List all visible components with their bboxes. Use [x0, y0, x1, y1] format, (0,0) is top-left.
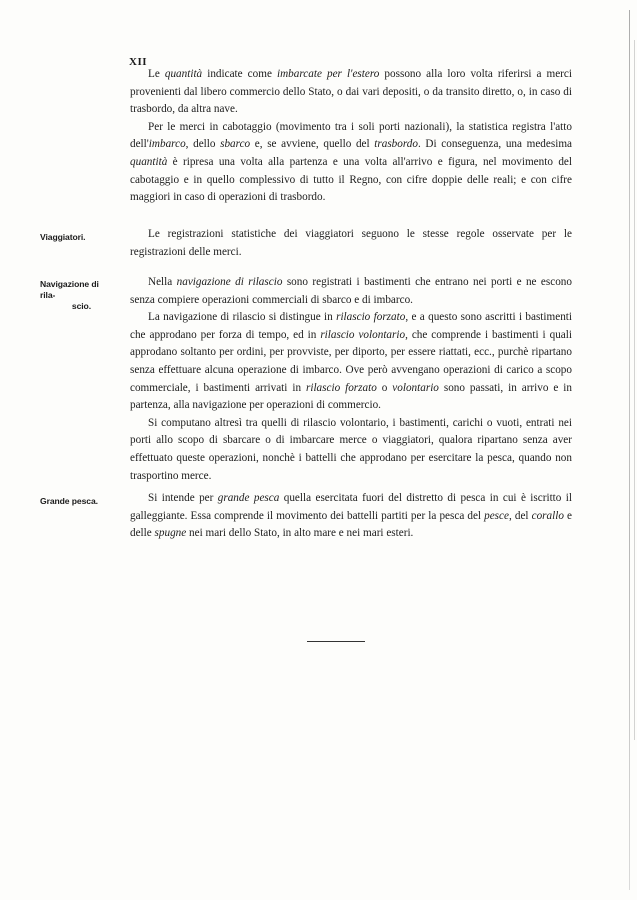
italic-term: pesce [484, 509, 509, 522]
scan-edge-shadow-2 [634, 40, 635, 740]
paragraph: Le quantità indicate come imbarcate per l'estero possono alla loro volta riferirsi a merci provenienti dal libero commercio dello Stato, o dai vari depositi, o da transito diretto, o, in caso di trasbordo, da altra nave. [130, 68, 572, 116]
italic-term: quantità [164, 68, 203, 80]
margin-note-navigazione [40, 279, 115, 312]
italic-term: grande pesca [217, 492, 280, 504]
paragraph: Per le merci in cabotaggio (movimento tra i soli porti nazionali), la statistica registra l'atto dell'imbarco, dello sbarco e, se avviene, quello del trasbordo. Di conseguenza, una medesima quantità è ripresa una volta alla partenza e una volta all'arrivo e figura, nel movimento del cabotaggio e in quello complessivo di tutto il Regno, con cifre doppie delle reali; e con cifre maggiori in caso di operazioni di trasbordo. [130, 120, 572, 204]
margin-note-line: Viaggiatori. [40, 232, 86, 242]
margin-note-line: Navigazione di rila- [40, 279, 99, 300]
italic-term: sbarco [220, 138, 251, 151]
paragraph: Nella navigazione di rilascio sono registrati i bastimenti che entrano nei porti e ne escono senza compiere operazioni commerciali di sbarco e di imbarco. [130, 276, 572, 306]
margin-note-viaggiatori [40, 232, 115, 243]
paragraph: Si computano altresì tra quelli di rilascio volontario, i bastimenti, carichi o vuoti, entrati nei porti allo scopo di sbarcare o di imbarcare merce o viaggiatori, qualora ripartano senza aver effettuato queste operazioni, nonchè i battelli che approdano per esercitare la pesca, quando non trasportino merce. [130, 416, 572, 482]
closing-rule [307, 641, 365, 642]
paragraph: Le registrazioni statistiche dei viaggiatori seguono le stesse regole osservate per le registrazioni delle merci. [130, 228, 572, 258]
paragraph: La navigazione di rilascio si distingue in rilascio forzato, e a questo sono ascritti i bastimenti che approdano per forza di tempo, ed in rilascio volontario, che comprende i bastimenti i quali approdano soltanto per ordini, per provviste, per diporto, per essere riattati, ecc., purchè ripartano senza effettuare alcuna operazione di imbarco. Ove però avvengano operazioni di carico a scopo commerciale, i bastimenti arrivati in rilascio forzato o volontario sono passati, in arrivo e in partenza, alla navigazione per operazioni di commercio. [130, 311, 573, 412]
section-navigazione [130, 274, 572, 485]
italic-term: rilascio forzato [336, 311, 406, 324]
italic-term: rilascio forzato [305, 381, 377, 394]
italic-term: imbarcate per l'estero [276, 68, 380, 80]
margin-note-line: Grande pesca. [40, 496, 98, 506]
margin-note-pesca [40, 496, 115, 507]
paragraph: Si intende per grande pesca quella esercitata fuori del distretto di pesca in cui è iscritto il galleggiante. Essa comprende il movimento dei battelli partiti per la pesca del pesce, del corallo e delle spugne nei mari dello Stato, in alto mare e nei mari esteri. [130, 492, 572, 540]
italic-term: navigazione di rilascio [176, 276, 283, 288]
italic-term: imbarco [148, 138, 186, 151]
page-number: XII [129, 56, 148, 68]
section-pesca [130, 490, 572, 543]
scan-edge-shadow [629, 10, 630, 890]
italic-term: quantità [130, 155, 168, 168]
italic-term: spugne [154, 527, 187, 540]
intro-text [130, 66, 572, 207]
italic-term: rilascio volontario [320, 328, 406, 341]
margin-note-line: scio. [71, 301, 91, 311]
italic-term: corallo [531, 509, 564, 522]
section-viaggiatori [130, 226, 572, 261]
italic-term: trasbordo [374, 138, 418, 151]
italic-term: volontario [392, 381, 439, 394]
